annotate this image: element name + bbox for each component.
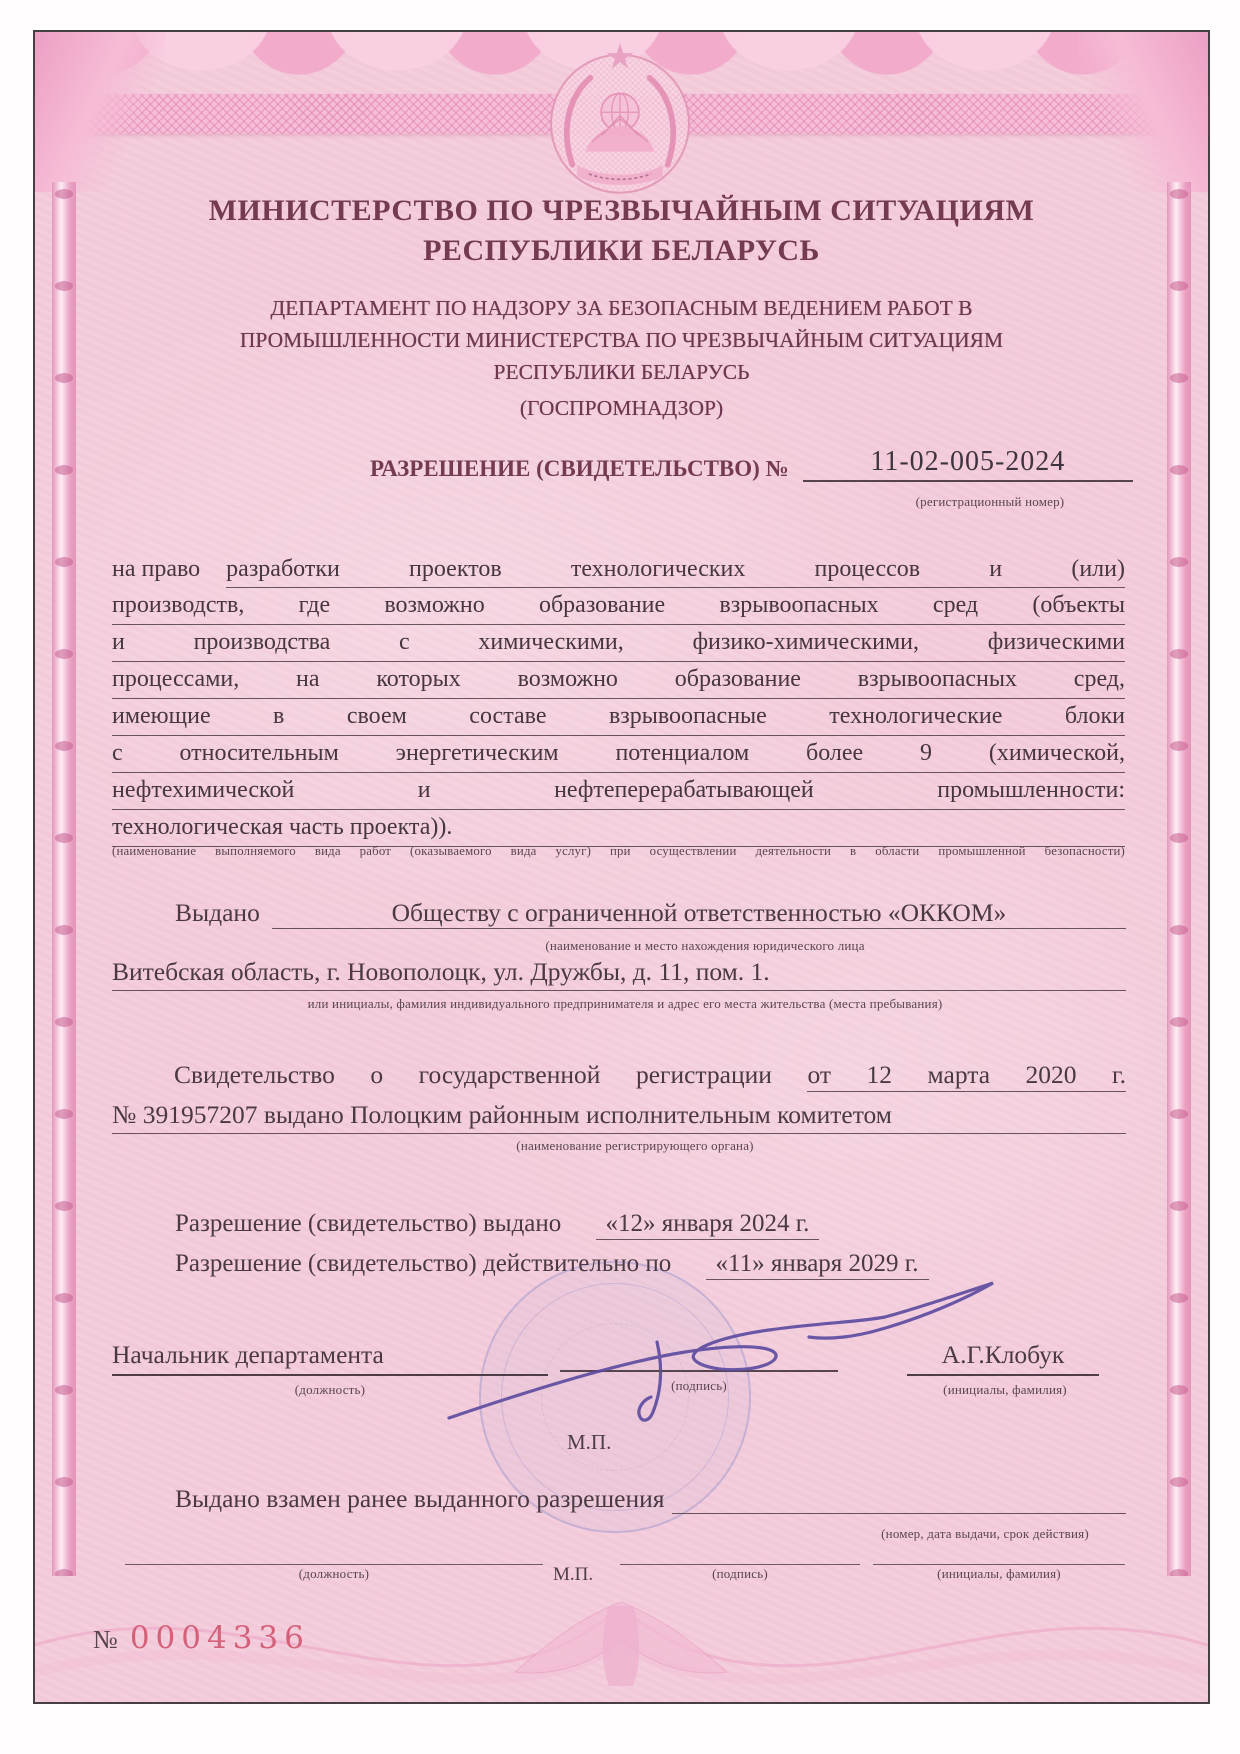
scope-line [112,552,1125,588]
issued-date-row [175,1210,819,1238]
permit-label: РАЗРЕШЕНИЕ (СВИДЕТЕЛЬСТВО) № [370,456,789,481]
form-serial-number [93,1620,310,1656]
registration-date: от 12 марта 2020 г. [807,1060,1126,1092]
registration-label: Свидетельство о государственной регистрации [174,1060,772,1089]
serial-digits: 0004336 [129,1620,310,1656]
registration-line1 [112,1060,1126,1090]
name-caption: (инициалы, фамилия) [943,1382,1067,1397]
scope-line: с относительным энергетическим потенциалом более 9 (химической, [112,736,1125,773]
blank-name-caption: (инициалы, фамилия) [937,1566,1061,1581]
role-caption: (должность) [294,1382,366,1397]
scope-line: имеющие в своем составе взрывоопасные технологические блоки [112,699,1125,736]
right-ribbon-ornament [1167,182,1191,1576]
department-abbr: (ГОСПРОМНАДЗОР) [519,396,724,420]
scope-line: процессами, на которых возможно образование взрывоопасных сред, [112,662,1125,699]
ministry-title-line1: МИНИСТЕРСТВО ПО ЧРЕЗВЫЧАЙНЫМ СИТУАЦИЯМ [208,194,1035,227]
department-line1: ДЕПАРТАМЕНТ ПО НАДЗОРУ ЗА БЕЗОПАСНЫМ ВЕДЕНИЕМ РАБОТ В [270,296,973,320]
company-address: Витебская область, г. Новополоцк, ул. Дружбы, д. 11, пом. 1. [112,957,1126,991]
signature-ink [427,1270,1012,1445]
address-caption: или инициалы, фамилия индивидуального предпринимателя и адрес его места жительства (места пребывания) [307,996,943,1011]
permit-number: 11-02-005-2024 [803,446,1133,482]
issued-to-label: Выдано [175,898,260,927]
blank-role-caption: (должность) [298,1566,370,1581]
department-line3: РЕСПУБЛИКИ БЕЛАРУСЬ [493,360,750,384]
issued-date-label: Разрешение (свидетельство) выдано [175,1210,562,1237]
corner-fold-right [1078,32,1208,192]
replacement-blank [672,1484,1126,1514]
scope-line-text: разработки проектов технологических процессов и (или) [226,552,1125,588]
blank-signature-line [620,1550,860,1565]
blank-signature-caption: (подпись) [712,1566,768,1581]
registration-line2: № 391957207 выдано Полоцким районным исполнительным комитетом [112,1100,1126,1134]
belarus-coat-of-arms-icon [533,40,707,196]
scope-line: технологическая часть проекта)). [112,810,1125,847]
certificate-sheet [33,30,1210,1704]
permit-number-row [370,446,1133,482]
scope-prefix: на право [112,556,201,582]
valid-until-label: Разрешение (свидетельство) действительно по [175,1250,672,1277]
stamp-place-abbr: М.П. [567,1430,612,1454]
scope-line: и производства с химическими, физико-химическими, физическими [112,625,1125,662]
issued-date-value: «12» января 2024 г. [596,1210,820,1240]
signature-caption: (подпись) [671,1378,727,1393]
left-ribbon-ornament [52,182,76,1576]
scope-line: производств, где возможно образование взрывоопасных сред (объекты [112,588,1125,625]
scope-line: нефтехимической и нефтеперерабатывающей промышленности: [112,773,1125,810]
stamp-place-abbr-2: М.П. [553,1564,594,1585]
blank-role-line [125,1550,543,1565]
replacement-caption: (номер, дата выдачи, срок действия) [881,1526,1089,1541]
blank-name-line [873,1550,1125,1565]
serial-prefix: № [93,1625,118,1654]
corner-fold-left [35,32,165,192]
signatory-role: Начальник департамента [112,1340,548,1376]
registration-caption: (наименование регистрирующего органа) [516,1138,754,1153]
scope-paragraph [112,552,1125,847]
scope-caption: (наименование выполняемого вида работ (оказываемого вида услуг) при осуществлении деятельности в области промышленной безопасности) [112,844,1125,858]
ministry-title-line2: РЕСПУБЛИКИ БЕЛАРУСЬ [423,234,820,267]
company-name: Обществу с ограниченной ответственностью «ОККОМ» [272,898,1126,929]
company-caption: (наименование и место нахождения юридического лица [545,938,865,953]
replacement-label: Выдано взамен ранее выданного разрешения [175,1484,665,1513]
valid-until-value: «11» января 2029 г. [706,1250,929,1280]
signatory-name: А.Г.Клобук [907,1340,1099,1376]
issued-to-row [175,898,1126,929]
replacement-row [175,1484,1126,1514]
department-line2: ПРОМЫШЛЕННОСТИ МИНИСТЕРСТВА ПО ЧРЕЗВЫЧАЙНЫМ СИТУАЦИЯМ [239,328,1004,352]
permit-number-caption: (регистрационный номер) [915,494,1065,509]
